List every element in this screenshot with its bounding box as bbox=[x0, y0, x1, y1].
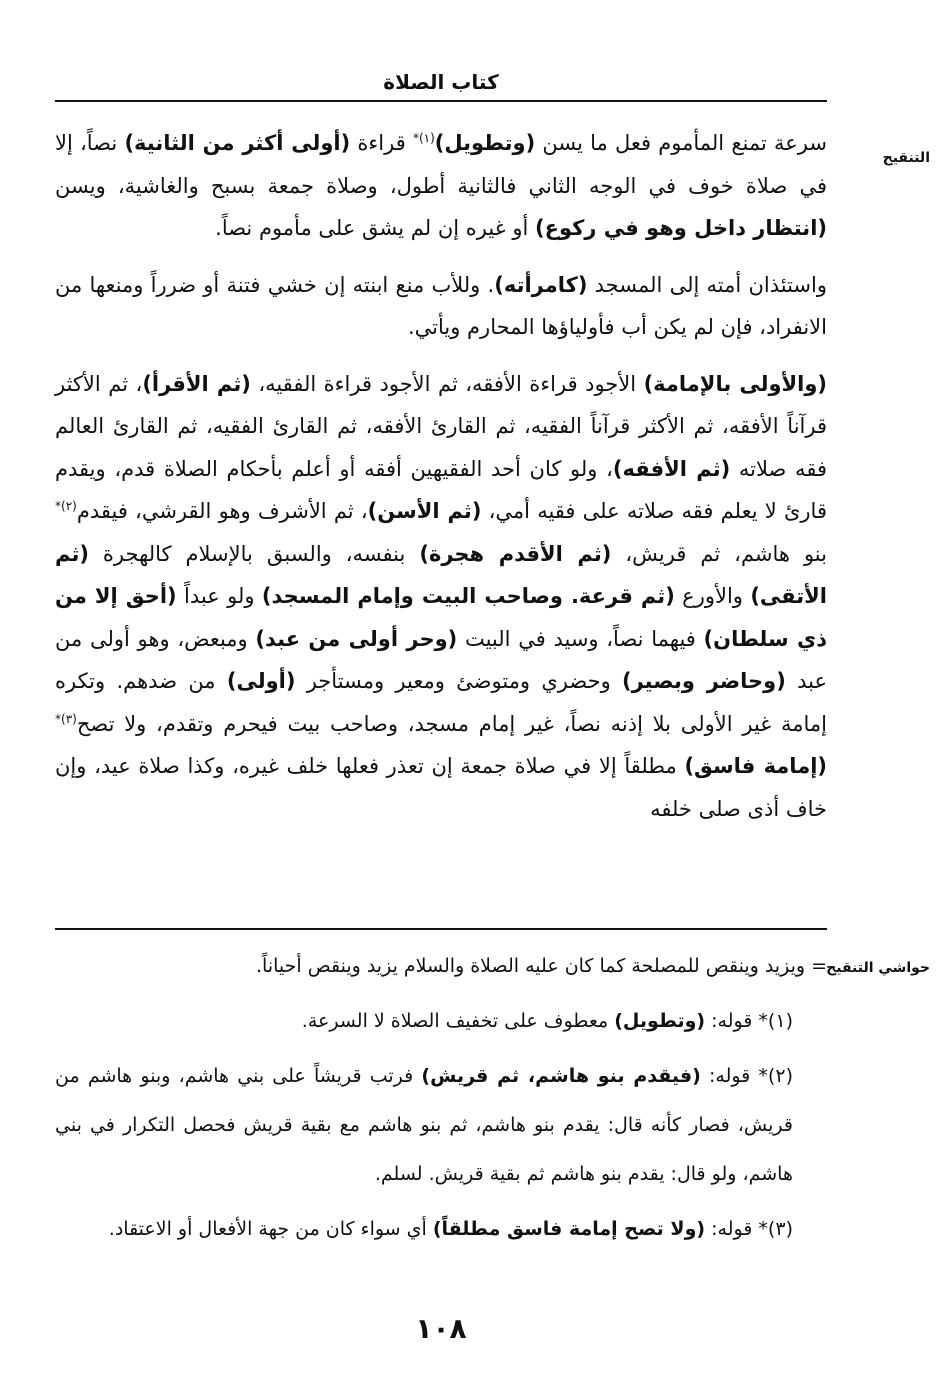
footnote-rule bbox=[55, 928, 827, 930]
footnote-ref-2[interactable]: (٢)* bbox=[55, 499, 77, 513]
paragraph-3: (والأولى بالإمامة) الأجود قراءة الأفقه، ثم الأجود قراءة الفقيه، (ثم الأقرأ)، ثم الأكثر قرآناً الأفقه، ثم الأكثر قرآناً الفقيه، ثم القارئ الأفقه، ثم القارئ الفقيه، ثم القارئ العالم فقه صلاته (ثم الأفقه)، ولو كان أحد الفقيهين أفقه أو أعلم بأحكام الصلاة قدم، ويقدم قارئ لا يعلم فقه صلاته على فقيه أمي، (ثم الأسن)، ثم الأشرف وهو القرشي، فيقدم$^{(٢)*}$ بنو هاشم، ثم قريش، (ثم الأقدم هجرة) بنفسه، والسبق بالإسلام كالهجرة (ثم الأتقى) والأورع (ثم قرعة. وصاحب البيت وإمام المسجد) ولو عبداً (أحق إلا من ذي سلطان) فيهما نصاً، وسيد في البيت (وحر أولى من عبد) ومبعض، وهو أولى من عبد (وحاضر وبصير) وحضري ومتوضئ ومعير ومستأجر (أولى) من ضدهم. وتكره إمامة غير الأولى بلا إذنه نصاً، غير إمام مسجد، وصاحب بيت فيحرم وتقدم، ولا تصح$^{(٣)*}$ (إمامة فاسق) مطلقاً إلا في صلاة جمعة إن تعذر فعلها خلف غيره، وكذا صلاة عيد، وإن خاف أذى صلى خلفه bbox=[55, 371, 828, 821]
paragraph-1: سرعة تمنع المأموم فعل ما يسن (وتطويل)$^{(١)*}$ قراءة (أولى أكثر من الثانية) نصاً، إلا في صلاة خوف في الوجه الثاني فالثانية أطول، وصلاة جمعة بسبح والغاشية، ويسن (انتظار داخل وهو في ركوع) أو غيره إن لم يشق على مأموم نصاً. bbox=[55, 131, 827, 240]
margin-label-footnotes: حواشي التنقيح bbox=[826, 960, 930, 976]
margin-label-tanqih: التنقيح bbox=[882, 150, 930, 166]
page-number: ١٠٨ bbox=[415, 1312, 467, 1345]
main-text bbox=[55, 122, 827, 846]
running-header: كتاب الصلاة bbox=[383, 70, 499, 94]
footnote-1: (١)* قوله: (وتطويل) معطوف على تخفيف الصلاة لا السرعة. bbox=[301, 1010, 793, 1032]
footnote-2: (٢)* قوله: (فيقدم بنو هاشم، ثم قريش) فرتب قريشاً على بني هاشم، وبنو هاشم من قريش، فصار كأنه قال: يقدم بنو هاشم، ثم بنو هاشم مع بقية قريش فحصل التكرار في بني هاشم، ولو قال: يقدم بنو هاشم ثم بقية قريش. لسلم. bbox=[55, 1065, 793, 1185]
paragraph-2: واستئذان أمته إلى المسجد (كامرأته). وللأب منع ابنته إن خشي فتنة أو ضرراً ومنعها من الانفراد، فإن لم يكن أب فأولياؤها المحارم ويأتي. bbox=[55, 272, 827, 339]
footnote-ref-1[interactable]: (١)* bbox=[412, 131, 435, 145]
footnote-ref-3[interactable]: (٣)* bbox=[55, 711, 77, 726]
footnotes bbox=[55, 942, 827, 1260]
header-rule bbox=[55, 100, 827, 102]
footnote-3: (٣)* قوله: (ولا تصح إمامة فاسق مطلقاً) أي سواء كان من جهة الأفعال أو الاعتقاد. bbox=[108, 1218, 793, 1240]
footnote-continuation: = ويزيد وينقص للمصلحة كما كان عليه الصلاة والسلام يزيد وينقص أحياناً. bbox=[256, 955, 827, 977]
